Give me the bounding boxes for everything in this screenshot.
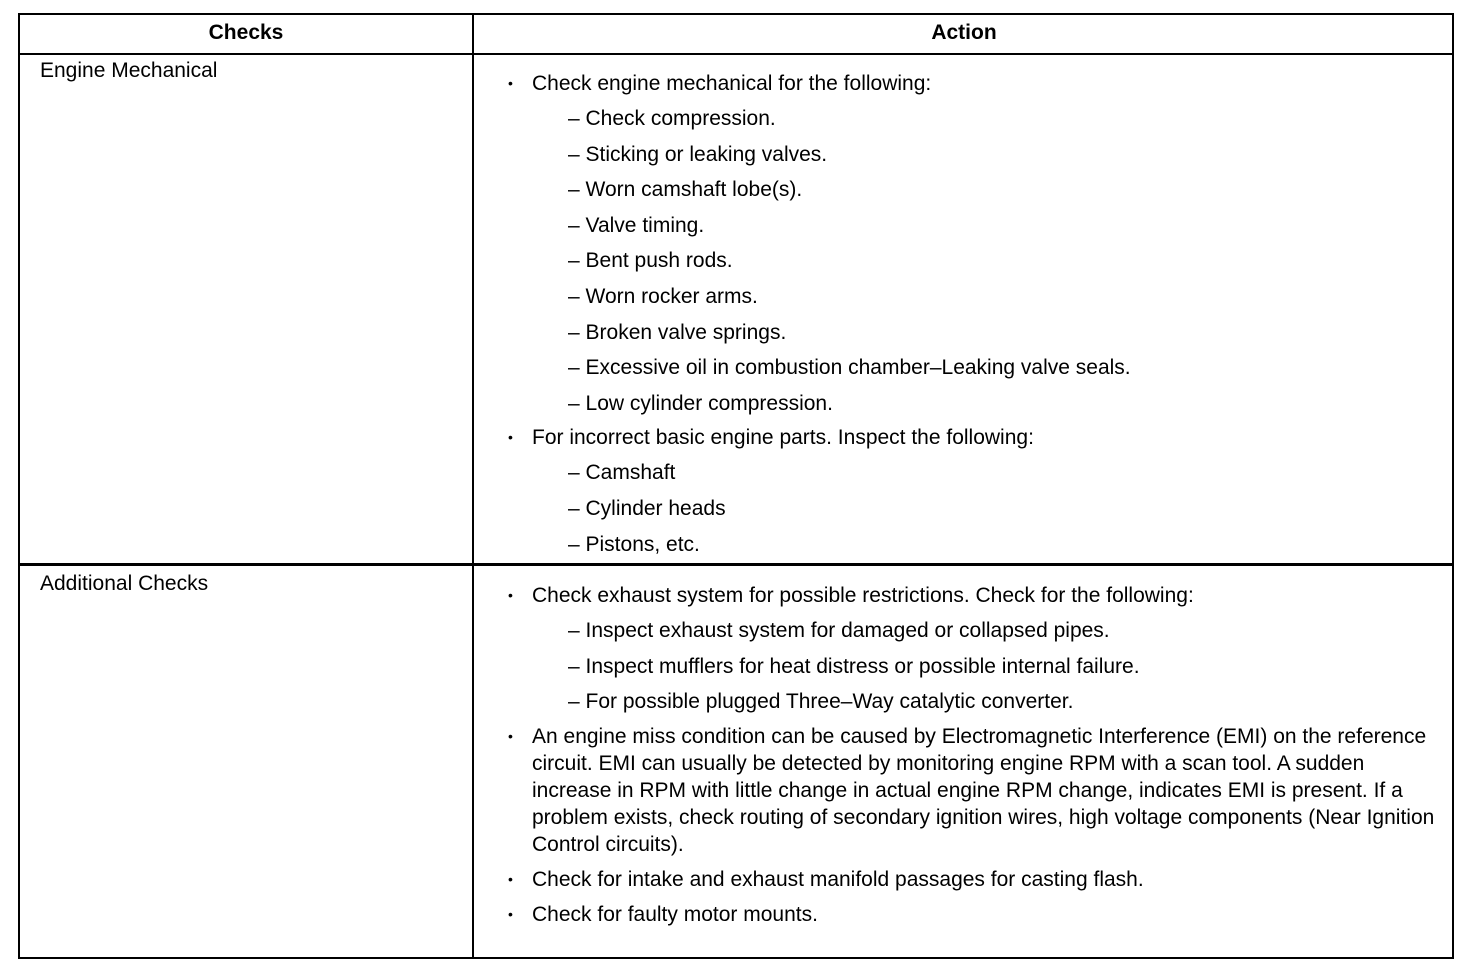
action-text: For incorrect basic engine parts. Inspect the following:: [532, 426, 1034, 450]
sub-item: – Camshaft: [568, 461, 676, 485]
action-bullet: [506, 424, 1436, 557]
action-text: Check for faulty motor mounts.: [532, 902, 818, 926]
sub-item: – Inspect exhaust system for damaged or collapsed pipes.: [568, 619, 1110, 642]
sub-list: [532, 617, 1436, 715]
sub-item: – Broken valve springs.: [568, 320, 787, 344]
bullet-icon: •: [508, 905, 513, 922]
diagnostic-table: [18, 13, 1454, 959]
sub-item: – Worn camshaft lobe(s).: [568, 178, 803, 202]
bullet-icon: •: [508, 429, 513, 446]
sub-item: – Worn rocker arms.: [568, 284, 758, 308]
action-text: Check for intake and exhaust manifold passages for casting flash.: [532, 867, 1144, 891]
header-checks: Checks: [208, 21, 284, 44]
actions-engine-mechanical: [506, 70, 1436, 566]
sub-item: – Pistons, etc.: [568, 532, 700, 556]
bullet-icon: •: [508, 870, 513, 887]
actions-additional-checks: [506, 582, 1436, 928]
action-bullet: [506, 723, 1436, 858]
action-bullet: [506, 866, 1436, 893]
action-bullet: [506, 901, 1436, 928]
action-text: Check exhaust system for possible restrictions. Check for the following:: [532, 584, 1194, 607]
sub-item: – Low cylinder compression.: [568, 391, 833, 415]
sub-item: – Excessive oil in combustion chamber–Leaking valve seals.: [568, 356, 1131, 380]
sub-list: [532, 459, 1436, 557]
column-divider: [472, 15, 474, 957]
check-additional-checks: Additional Checks: [40, 572, 209, 595]
bullet-icon: •: [508, 75, 513, 91]
action-text: Check engine mechanical for the following:: [532, 72, 932, 95]
header-action: Action: [931, 21, 997, 44]
action-text: An engine miss condition can be caused by Electromagnetic Interference (EMI) on the reference circuit. EMI can usually be detected by monitoring engine RPM with a scan tool. A sudden increase in RPM with little change in actual engine RPM change, indicates EMI is present. If a problem exists, check routing of secondary ignition wires, high voltage components (Near Ignition Control circuits).: [532, 724, 1435, 856]
sub-item: – For possible plugged Three–Way catalytic converter.: [568, 690, 1074, 714]
sub-list: [532, 105, 1436, 417]
sub-item: – Bent push rods.: [568, 249, 733, 273]
bullet-icon: •: [508, 587, 513, 603]
bullet-icon: •: [508, 727, 513, 744]
action-bullet: [506, 582, 1436, 715]
sub-item: – Check compression.: [568, 107, 776, 130]
sub-item: – Inspect mufflers for heat distress or possible internal failure.: [568, 654, 1140, 678]
sub-item: – Sticking or leaking valves.: [568, 142, 828, 166]
header-divider: [20, 53, 1452, 55]
sub-item: – Cylinder heads: [568, 496, 726, 520]
check-engine-mechanical: Engine Mechanical: [40, 59, 218, 82]
sub-item: – Valve timing.: [568, 213, 705, 237]
action-bullet: [506, 70, 1436, 417]
